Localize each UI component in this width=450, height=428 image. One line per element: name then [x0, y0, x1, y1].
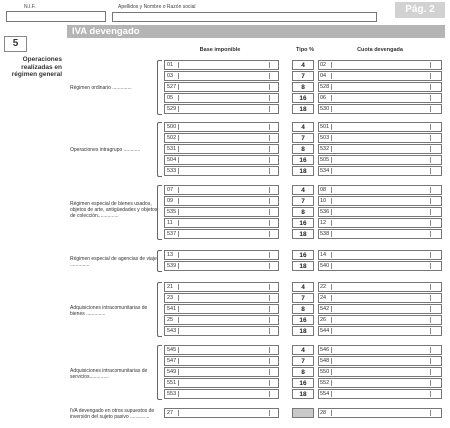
- decimal-separator: [269, 317, 270, 323]
- cuota-box-code: 528: [320, 84, 330, 90]
- cuota-box-code: 501: [320, 124, 330, 130]
- cuota-box-code: 552: [320, 380, 330, 386]
- base-input[interactable]: [164, 408, 279, 418]
- decimal-separator: [269, 198, 270, 204]
- decimal-separator: [331, 347, 332, 353]
- cuota-input[interactable]: [318, 229, 442, 239]
- decimal-separator: [178, 157, 179, 163]
- nif-label: N.I.F.: [24, 4, 36, 10]
- base-input[interactable]: [164, 293, 279, 303]
- decimal-separator: [430, 252, 431, 258]
- decimal-separator: [178, 284, 179, 290]
- cuota-box-code: 06: [320, 95, 327, 101]
- decimal-separator: [269, 157, 270, 163]
- tipo-cell: 16: [292, 218, 314, 228]
- decimal-separator: [269, 306, 270, 312]
- base-box-code: 541: [167, 306, 177, 312]
- decimal-separator: [269, 263, 270, 269]
- decimal-separator: [269, 187, 270, 193]
- base-box-code: 11: [167, 220, 173, 226]
- cuota-box-code: 08: [320, 187, 327, 193]
- decimal-separator: [430, 347, 431, 353]
- base-box-code: 23: [167, 295, 174, 301]
- decimal-separator: [430, 220, 431, 226]
- decimal-separator: [178, 146, 179, 152]
- base-box-code: 529: [167, 106, 177, 112]
- cuota-box-code: 550: [320, 369, 330, 375]
- cuota-input[interactable]: [318, 250, 442, 260]
- base-box-code: 09: [167, 198, 174, 204]
- tipo-cell: 4: [292, 282, 314, 292]
- base-input[interactable]: [164, 93, 279, 103]
- cuota-input[interactable]: [318, 133, 442, 143]
- decimal-separator: [178, 317, 179, 323]
- cuota-box-code: 28: [320, 410, 327, 416]
- tipo-cell: 7: [292, 196, 314, 206]
- cuota-input[interactable]: [318, 304, 442, 314]
- cuota-input[interactable]: [318, 389, 442, 399]
- cuota-input[interactable]: [318, 378, 442, 388]
- decimal-separator: [178, 263, 179, 269]
- decimal-separator: [430, 317, 431, 323]
- decimal-separator: [331, 410, 332, 416]
- group-brace: [157, 282, 162, 337]
- tipo-cell: 18: [292, 166, 314, 176]
- decimal-separator: [269, 284, 270, 290]
- decimal-separator: [178, 231, 179, 237]
- cuota-input[interactable]: [318, 71, 442, 81]
- decimal-separator: [331, 391, 332, 397]
- tipo-cell: 7: [292, 356, 314, 366]
- decimal-separator: [178, 410, 179, 416]
- decimal-separator: [331, 95, 332, 101]
- decimal-separator: [430, 231, 431, 237]
- base-box-code: 07: [167, 187, 174, 193]
- cuota-box-code: 542: [320, 306, 330, 312]
- decimal-separator: [178, 252, 179, 258]
- base-box-code: 537: [167, 231, 177, 237]
- cuota-input[interactable]: [318, 93, 442, 103]
- group-brace: [157, 122, 162, 177]
- base-box-code: 502: [167, 135, 177, 141]
- decimal-separator: [269, 84, 270, 90]
- group-label: IVA devengado en otros supuestos de inversión del sujeto pasivo ..............: [70, 407, 155, 420]
- decimal-separator: [331, 252, 332, 258]
- decimal-separator: [178, 62, 179, 68]
- decimal-separator: [269, 391, 270, 397]
- tipo-cell: 16: [292, 155, 314, 165]
- base-input[interactable]: [164, 326, 279, 336]
- decimal-separator: [331, 198, 332, 204]
- decimal-separator: [430, 209, 431, 215]
- decimal-separator: [269, 358, 270, 364]
- cuota-box-code: 04: [320, 73, 327, 79]
- tipo-cell: 16: [292, 250, 314, 260]
- cuota-box-code: 530: [320, 106, 330, 112]
- group-label: Adquisiciones intracomunitarias de bienes ..............: [70, 304, 148, 317]
- group-label: Régimen especial de bienes usados, objetos de arte, antigüedades y objetos de colección...............: [70, 200, 158, 219]
- page-number: Pág. 2: [395, 2, 445, 18]
- decimal-separator: [430, 295, 431, 301]
- decimal-separator: [331, 124, 332, 130]
- decimal-separator: [430, 135, 431, 141]
- decimal-separator: [269, 231, 270, 237]
- cuota-input[interactable]: [318, 367, 442, 377]
- decimal-separator: [331, 328, 332, 334]
- base-input[interactable]: [164, 71, 279, 81]
- tipo-cell: 4: [292, 345, 314, 355]
- base-input[interactable]: [164, 378, 279, 388]
- base-input[interactable]: [164, 185, 279, 195]
- decimal-separator: [430, 62, 431, 68]
- cuota-box-code: 26: [320, 317, 327, 323]
- decimal-separator: [178, 106, 179, 112]
- cuota-box-code: 503: [320, 135, 330, 141]
- decimal-separator: [430, 369, 431, 375]
- cuota-input[interactable]: [318, 218, 442, 228]
- base-input[interactable]: [164, 82, 279, 92]
- column-header-cuota: Cuota devengada: [357, 47, 403, 53]
- cuota-input[interactable]: [318, 166, 442, 176]
- decimal-separator: [178, 95, 179, 101]
- decimal-separator: [430, 95, 431, 101]
- cuota-input[interactable]: [318, 293, 442, 303]
- cuota-input[interactable]: [318, 104, 442, 114]
- column-header-base: Base imponible: [199, 47, 241, 53]
- cuota-box-code: 505: [320, 157, 330, 163]
- group-brace: [157, 250, 162, 272]
- decimal-separator: [430, 306, 431, 312]
- base-box-code: 13: [167, 252, 174, 258]
- base-box-code: 553: [167, 391, 177, 397]
- base-input[interactable]: [164, 207, 279, 217]
- tipo-cell: 16: [292, 315, 314, 325]
- cuota-box-code: 22: [320, 284, 327, 290]
- decimal-separator: [430, 198, 431, 204]
- decimal-separator: [331, 306, 332, 312]
- cuota-input[interactable]: [318, 356, 442, 366]
- decimal-separator: [178, 187, 179, 193]
- cuota-box-code: 536: [320, 209, 330, 215]
- column-header-tipo: Tipo %: [296, 47, 314, 53]
- decimal-separator: [178, 124, 179, 130]
- decimal-separator: [430, 410, 431, 416]
- base-box-code: 535: [167, 209, 177, 215]
- cuota-input[interactable]: [318, 196, 442, 206]
- tipo-cell: 8: [292, 304, 314, 314]
- base-box-code: 547: [167, 358, 177, 364]
- base-input[interactable]: [164, 367, 279, 377]
- decimal-separator: [331, 168, 332, 174]
- decimal-separator: [178, 391, 179, 397]
- tipo-cell: 18: [292, 229, 314, 239]
- base-input[interactable]: [164, 60, 279, 70]
- decimal-separator: [178, 358, 179, 364]
- cuota-input[interactable]: [318, 60, 442, 70]
- cuota-box-code: 554: [320, 391, 330, 397]
- base-box-code: 545: [167, 347, 177, 353]
- decimal-separator: [269, 295, 270, 301]
- group-label: Adquisiciones intracomunitarias de servicios..............: [70, 367, 148, 380]
- decimal-separator: [269, 380, 270, 386]
- decimal-separator: [269, 347, 270, 353]
- decimal-separator: [430, 168, 431, 174]
- base-box-code: 539: [167, 263, 177, 269]
- base-input[interactable]: [164, 315, 279, 325]
- cuota-box-code: 538: [320, 231, 330, 237]
- base-input[interactable]: [164, 282, 279, 292]
- base-box-code: 551: [167, 380, 177, 386]
- base-box-code: 531: [167, 146, 177, 152]
- group-label: Régimen especial de agencias de viaje ..............: [70, 256, 157, 268]
- section-side-title: Operaciones realizadas en régimen general: [11, 56, 62, 78]
- section-number: 5: [4, 36, 27, 52]
- decimal-separator: [269, 124, 270, 130]
- cuota-box-code: 10: [320, 198, 327, 204]
- decimal-separator: [331, 231, 332, 237]
- decimal-separator: [331, 73, 332, 79]
- name-label: Apellidos y Nombre o Razón social: [118, 4, 196, 10]
- group-label: Régimen ordinario ..............: [70, 84, 132, 91]
- tipo-cell: 7: [292, 133, 314, 143]
- cuota-input[interactable]: [318, 408, 442, 418]
- tipo-cell: 4: [292, 122, 314, 132]
- cuota-box-code: 544: [320, 328, 330, 334]
- decimal-separator: [178, 209, 179, 215]
- tipo-cell: 8: [292, 207, 314, 217]
- decimal-separator: [331, 209, 332, 215]
- decimal-separator: [269, 135, 270, 141]
- decimal-separator: [430, 391, 431, 397]
- cuota-input[interactable]: [318, 82, 442, 92]
- decimal-separator: [269, 73, 270, 79]
- tipo-cell: 8: [292, 82, 314, 92]
- cuota-box-code: 12: [320, 220, 327, 226]
- tipo-cell: 4: [292, 185, 314, 195]
- tipo-cell: 18: [292, 389, 314, 399]
- decimal-separator: [269, 95, 270, 101]
- decimal-separator: [430, 358, 431, 364]
- cuota-input[interactable]: [318, 155, 442, 165]
- cuota-box-code: 548: [320, 358, 330, 364]
- cuota-input[interactable]: [318, 144, 442, 154]
- base-input[interactable]: [164, 229, 279, 239]
- tipo-cell: 18: [292, 104, 314, 114]
- cuota-input[interactable]: [318, 345, 442, 355]
- cuota-input[interactable]: [318, 315, 442, 325]
- base-input[interactable]: [164, 304, 279, 314]
- decimal-separator: [269, 369, 270, 375]
- cuota-input[interactable]: [318, 207, 442, 217]
- cuota-box-code: 540: [320, 263, 330, 269]
- decimal-separator: [331, 220, 332, 226]
- base-input[interactable]: [164, 133, 279, 143]
- decimal-separator: [331, 146, 332, 152]
- decimal-separator: [269, 168, 270, 174]
- base-input[interactable]: [164, 155, 279, 165]
- cuota-box-code: 534: [320, 168, 330, 174]
- group-brace: [157, 185, 162, 240]
- decimal-separator: [178, 168, 179, 174]
- section-title: IVA devengado: [67, 25, 445, 38]
- decimal-separator: [178, 198, 179, 204]
- decimal-separator: [178, 369, 179, 375]
- decimal-separator: [331, 284, 332, 290]
- base-box-code: 05: [167, 95, 174, 101]
- tipo-cell: [292, 408, 314, 418]
- decimal-separator: [269, 328, 270, 334]
- cuota-input[interactable]: [318, 185, 442, 195]
- tipo-cell: 18: [292, 326, 314, 336]
- base-input[interactable]: [164, 166, 279, 176]
- cuota-input[interactable]: [318, 261, 442, 271]
- cuota-input[interactable]: [318, 282, 442, 292]
- decimal-separator: [331, 263, 332, 269]
- decimal-separator: [430, 106, 431, 112]
- decimal-separator: [430, 124, 431, 130]
- tipo-cell: 18: [292, 261, 314, 271]
- decimal-separator: [269, 410, 270, 416]
- decimal-separator: [178, 84, 179, 90]
- base-input[interactable]: [164, 261, 279, 271]
- group-brace: [157, 60, 162, 115]
- base-box-code: 01: [167, 62, 174, 68]
- decimal-separator: [331, 369, 332, 375]
- base-box-code: 504: [167, 157, 177, 163]
- decimal-separator: [178, 295, 179, 301]
- decimal-separator: [331, 106, 332, 112]
- base-input[interactable]: [164, 389, 279, 399]
- base-input[interactable]: [164, 144, 279, 154]
- decimal-separator: [178, 380, 179, 386]
- nif-field[interactable]: [6, 11, 106, 22]
- decimal-separator: [331, 187, 332, 193]
- tipo-cell: 16: [292, 93, 314, 103]
- base-box-code: 527: [167, 84, 177, 90]
- decimal-separator: [178, 135, 179, 141]
- tipo-cell: 7: [292, 71, 314, 81]
- base-box-code: 27: [167, 410, 174, 416]
- decimal-separator: [178, 306, 179, 312]
- decimal-separator: [430, 73, 431, 79]
- decimal-separator: [178, 220, 179, 226]
- base-input[interactable]: [164, 122, 279, 132]
- tipo-cell: 8: [292, 144, 314, 154]
- decimal-separator: [331, 358, 332, 364]
- decimal-separator: [331, 84, 332, 90]
- decimal-separator: [430, 328, 431, 334]
- decimal-separator: [178, 73, 179, 79]
- decimal-separator: [430, 380, 431, 386]
- decimal-separator: [269, 146, 270, 152]
- cuota-box-code: 14: [320, 252, 327, 258]
- base-box-code: 543: [167, 328, 177, 334]
- decimal-separator: [269, 106, 270, 112]
- cuota-input[interactable]: [318, 326, 442, 336]
- tipo-cell: 16: [292, 378, 314, 388]
- decimal-separator: [331, 135, 332, 141]
- decimal-separator: [430, 146, 431, 152]
- decimal-separator: [331, 157, 332, 163]
- decimal-separator: [331, 380, 332, 386]
- decimal-separator: [269, 62, 270, 68]
- base-input[interactable]: [164, 196, 279, 206]
- decimal-separator: [430, 187, 431, 193]
- decimal-separator: [269, 252, 270, 258]
- group-brace: [157, 345, 162, 400]
- base-input[interactable]: [164, 104, 279, 114]
- decimal-separator: [331, 295, 332, 301]
- base-input[interactable]: [164, 218, 279, 228]
- cuota-input[interactable]: [318, 122, 442, 132]
- decimal-separator: [331, 62, 332, 68]
- tipo-cell: 4: [292, 60, 314, 70]
- base-input[interactable]: [164, 356, 279, 366]
- decimal-separator: [178, 328, 179, 334]
- decimal-separator: [430, 284, 431, 290]
- base-box-code: 21: [167, 284, 174, 290]
- cuota-box-code: 02: [320, 62, 327, 68]
- decimal-separator: [269, 220, 270, 226]
- cuota-box-code: 532: [320, 146, 330, 152]
- decimal-separator: [430, 84, 431, 90]
- decimal-separator: [430, 263, 431, 269]
- tipo-cell: 8: [292, 367, 314, 377]
- cuota-box-code: 546: [320, 347, 330, 353]
- base-box-code: 25: [167, 317, 174, 323]
- base-box-code: 500: [167, 124, 177, 130]
- base-box-code: 549: [167, 369, 177, 375]
- base-input[interactable]: [164, 345, 279, 355]
- tipo-cell: 7: [292, 293, 314, 303]
- base-box-code: 03: [167, 73, 174, 79]
- name-field[interactable]: [112, 12, 377, 22]
- decimal-separator: [178, 347, 179, 353]
- cuota-box-code: 24: [320, 295, 327, 301]
- decimal-separator: [269, 209, 270, 215]
- decimal-separator: [430, 157, 431, 163]
- group-label: Operaciones intragrupo ............: [70, 146, 141, 153]
- decimal-separator: [331, 317, 332, 323]
- base-box-code: 533: [167, 168, 177, 174]
- base-input[interactable]: [164, 250, 279, 260]
